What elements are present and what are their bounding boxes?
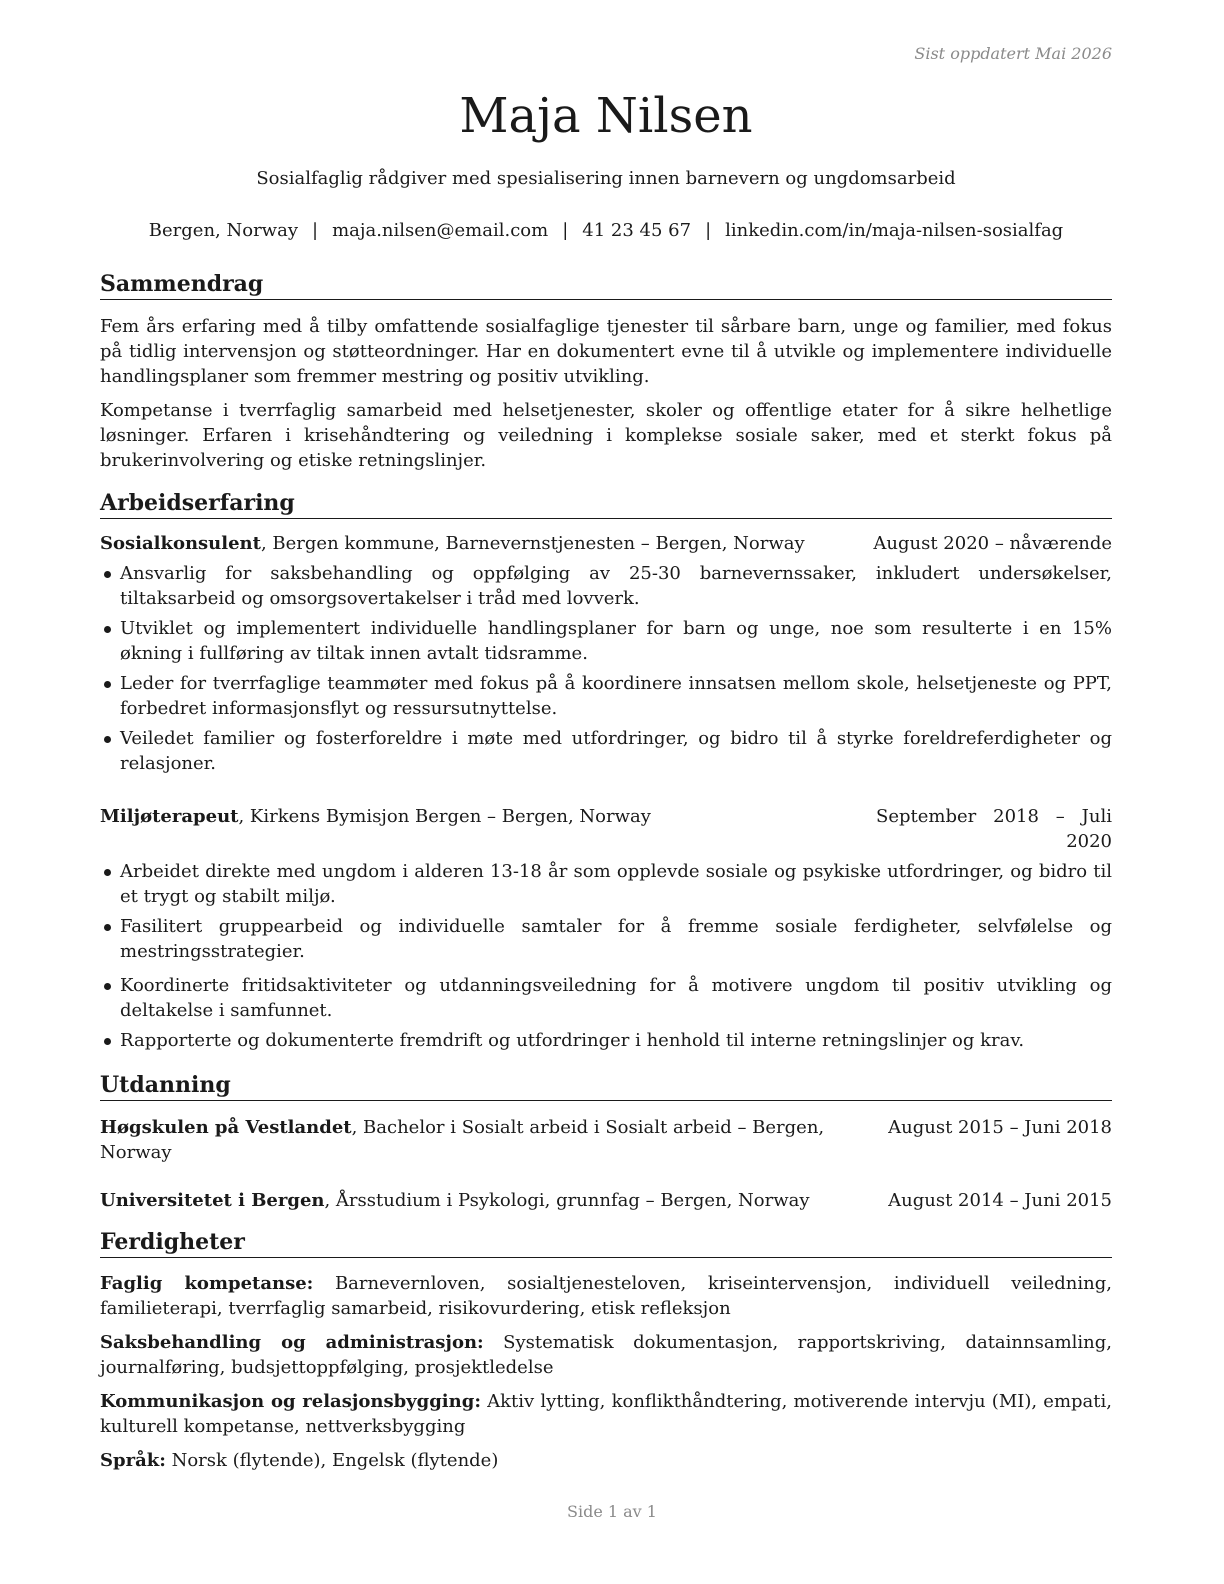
skill-text: Aktiv lytting, konflikthåndtering, motiverende intervju (MI), empati, kulturell kompetanse, nettverksbygging — [100, 1391, 1112, 1437]
candidate-name: Maja Nilsen — [459, 88, 753, 144]
page-number: Side 1 av 1 — [567, 1502, 657, 1521]
education-entry — [100, 1115, 1112, 1165]
job-header — [100, 804, 1112, 854]
contact-location: Bergen, Norway — [148, 220, 298, 241]
skill-line — [100, 1389, 1112, 1439]
list-item — [100, 671, 1112, 721]
education-school: Universitetet i Bergen — [100, 1190, 325, 1211]
job-date: August 2020 – nåværende — [873, 533, 1112, 554]
job-entry — [100, 804, 1112, 1053]
contact-separator: | — [562, 220, 569, 241]
education-school: Høgskulen på Vestlandet — [100, 1117, 352, 1138]
job-entry — [100, 531, 1112, 776]
skill-label: Faglig kompetanse: — [100, 1273, 314, 1294]
bullet-text: Leder for tverrfaglige teammøter med fokus på å koordinere innsatsen mellom skole, helsetjeneste og PPT, forbedret informasjonsflyt og ressursutnyttelse. — [120, 673, 1112, 719]
contact-separator: | — [705, 220, 712, 241]
bullet-icon — [104, 924, 111, 931]
bullet-text: Koordinerte fritidsaktiviteter og utdanningsveiledning for å motivere ungdom til positiv utvikling og deltakelse i samfunnet. — [120, 975, 1112, 1021]
education-title-line — [100, 1115, 888, 1165]
education-date: August 2014 – Juni 2015 — [888, 1190, 1112, 1211]
skill-text: Barnevernloven, sosialtjenesteloven, kriseintervensjon, individuell veiledning, familieterapi, tverrfaglig samarbeid, risikovurdering, etisk refleksjon — [100, 1273, 1112, 1319]
job-details: , Kirkens Bymisjon Bergen – Bergen, Norway — [238, 806, 651, 827]
education-entry — [100, 1188, 1112, 1213]
contact-separator: | — [312, 220, 319, 241]
contact-linkedin[interactable]: linkedin.com/in/maja-nilsen-sosialfag — [725, 220, 1064, 241]
job-date: September 2018 – Juli 2020 — [876, 806, 1112, 852]
job-title-line — [100, 804, 651, 854]
tagline: Sosialfaglig rådgiver med spesialisering innen barnevern og ungdomsarbeid — [256, 168, 956, 189]
bullet-text: Fasilitert gruppearbeid og individuelle samtaler for å fremme sosiale ferdigheter, selvfølelse og mestringsstrategier. — [120, 916, 1112, 962]
list-item — [100, 859, 1112, 909]
bullet-text: Ansvarlig for saksbehandling og oppfølging av 25-30 barnevernssaker, inkludert undersøkelser, tiltaksarbeid og omsorgsovertakelser i tråd med lovverk. — [120, 563, 1112, 609]
skill-label: Kommunikasjon og relasjonsbygging: — [100, 1391, 481, 1412]
section-title-skills: Ferdigheter — [100, 1228, 1112, 1258]
list-item — [100, 973, 1112, 1023]
section-title-education: Utdanning — [100, 1071, 1112, 1101]
bullet-text: Veiledet familier og fosterforeldre i møte med utfordringer, og bidro til å styrke foreldreferdigheter og relasjoner. — [120, 728, 1112, 774]
bullet-icon — [104, 571, 111, 578]
bullet-icon — [104, 1038, 111, 1045]
list-item — [100, 914, 1112, 964]
skill-line — [100, 1330, 1112, 1380]
list-item — [100, 726, 1112, 776]
summary-paragraph: Kompetanse i tverrfaglig samarbeid med helsetjenester, skoler og offentlige etater for å sikre helhetlige løsninger. Erfaren i krisehåndtering og veiledning i komplekse sosiale saker, med et sterkt fokus på brukerinvolvering og etiske retningslinjer. — [100, 400, 1112, 471]
job-title-line — [100, 531, 805, 556]
skill-line — [100, 1271, 1112, 1321]
contact-email[interactable]: maja.nilsen@email.com — [332, 220, 549, 241]
job-role: Sosialkonsulent — [100, 533, 261, 554]
summary-paragraph: Fem års erfaring med å tilby omfattende sosialfaglige tjenester til sårbare barn, unge og familier, med fokus på tidlig intervensjon og støtteordninger. Har en dokumentert evne til å utvikle og implementere individuelle handlingsplaner som fremmer mestring og positiv utvikling. — [100, 316, 1112, 387]
education-title-line — [100, 1188, 810, 1213]
education-details: , Årsstudium i Psykologi, grunnfag – Bergen, Norway — [324, 1190, 810, 1211]
education-date: August 2015 – Juni 2018 — [888, 1117, 1112, 1138]
job-role: Miljøterapeut — [100, 806, 239, 827]
skill-label: Saksbehandling og administrasjon: — [100, 1332, 484, 1353]
list-item — [100, 561, 1112, 611]
job-bullets — [100, 859, 1112, 1053]
bullet-text: Utviklet og implementert individuelle handlingsplaner for barn og unge, noe som resulterte i en 15% økning i fullføring av tiltak innen avtalt tidsramme. — [120, 618, 1112, 664]
bullet-text: Arbeidet direkte med ungdom i alderen 13-18 år som opplevde sosiale og psykiske utfordringer, og bidro til et trygt og stabilt miljø. — [120, 861, 1112, 907]
skill-line — [100, 1448, 1112, 1473]
bullet-icon — [104, 626, 111, 633]
section-title-experience: Arbeidserfaring — [100, 489, 1112, 519]
bullet-icon — [104, 869, 111, 876]
skill-text: Norsk (flytende), Engelsk (flytende) — [165, 1450, 499, 1471]
bullet-icon — [104, 736, 111, 743]
bullet-icon — [104, 983, 111, 990]
job-details: , Bergen kommune, Barnevernstjenesten – Bergen, Norway — [260, 533, 805, 554]
skill-text: Systematisk dokumentasjon, rapportskriving, datainnsamling, journalføring, budsjettoppfølging, prosjektledelse — [100, 1332, 1112, 1378]
resume-body — [100, 270, 1112, 1473]
bullet-text: Rapporterte og dokumenterte fremdrift og utfordringer i henhold til interne retningslinjer og krav. — [120, 1030, 1025, 1051]
list-item — [100, 616, 1112, 666]
section-title-summary: Sammendrag — [100, 270, 1112, 300]
bullet-icon — [104, 681, 111, 688]
job-header — [100, 531, 1112, 556]
skill-label: Språk: — [100, 1450, 166, 1471]
list-item — [100, 1028, 1112, 1053]
job-bullets — [100, 561, 1112, 776]
education-details: , Bachelor i Sosialt arbeid i Sosialt arbeid – Bergen, Norway — [100, 1117, 825, 1163]
contact-phone: 41 23 45 67 — [582, 220, 692, 241]
contact-line — [100, 220, 1112, 241]
last-updated: Sist oppdatert Mai 2026 — [914, 44, 1112, 63]
